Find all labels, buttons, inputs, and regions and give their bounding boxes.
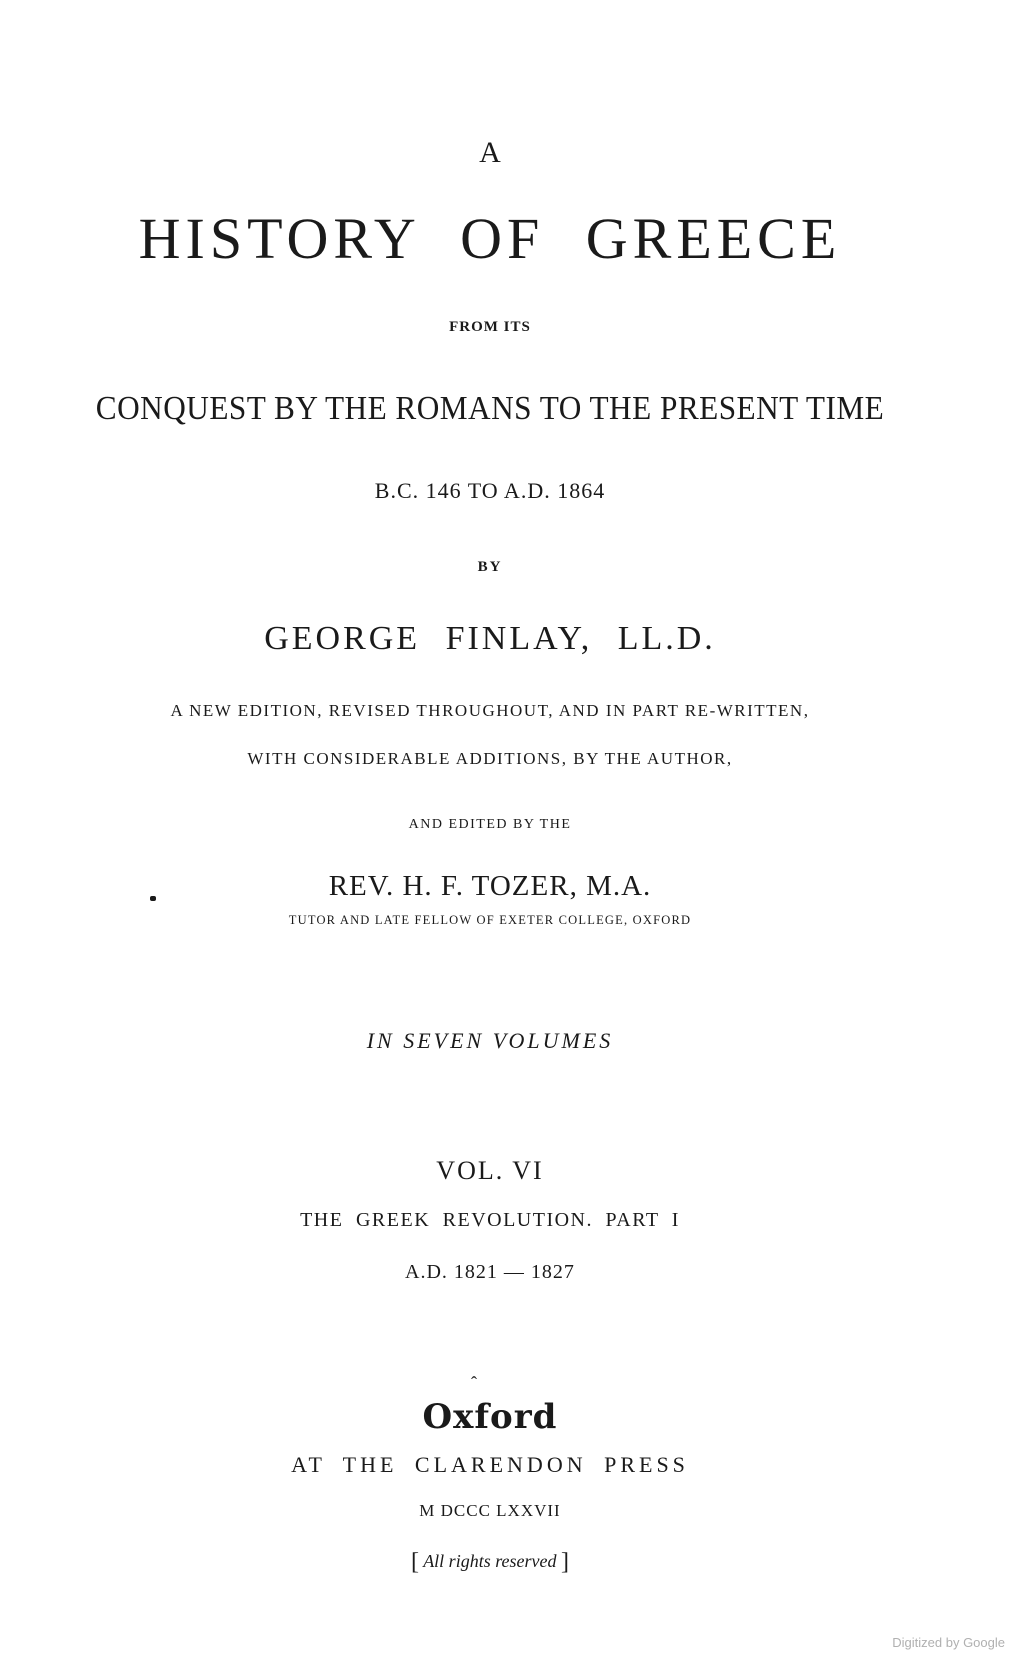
rights-bracket-close: ]: [561, 1549, 569, 1575]
rights-text: All rights reserved: [423, 1551, 557, 1571]
volume-part: THE GREEK REVOLUTION. PART I: [300, 1209, 680, 1231]
printer-mark: ˆ: [471, 1373, 477, 1393]
edition-line-3: AND EDITED BY THE: [408, 817, 572, 832]
volume-number: VOL. VI: [436, 1156, 544, 1185]
edition-line-1: A NEW EDITION, REVISED THROUGHOUT, AND IN PART RE-WRITTEN,: [170, 701, 810, 720]
edition-line-2: WITH CONSIDERABLE ADDITIONS, BY THE AUTHOR,: [247, 749, 733, 768]
date-range: B.C. 146 TO A.D. 1864: [374, 478, 606, 503]
book-title: HISTORY OF GREECE: [138, 206, 842, 271]
title-article: A: [479, 136, 501, 169]
ink-speck: [150, 896, 156, 901]
by-text: BY: [477, 559, 503, 575]
volumes-count: IN SEVEN VOLUMES: [366, 1028, 614, 1053]
publication-year: M DCCC LXXVII: [419, 1501, 561, 1520]
publication-place: Oxford: [422, 1397, 558, 1437]
from-its-text: FROM ITS: [449, 319, 531, 335]
editor-name: REV. H. F. TOZER, M.A.: [328, 870, 652, 902]
publisher: AT THE CLARENDON PRESS: [291, 1452, 689, 1477]
rights-bracket-open: [: [411, 1549, 419, 1575]
digitized-watermark: Digitized by Google: [892, 1635, 1005, 1650]
rights-notice: [0, 1550, 980, 1574]
author-name: GEORGE FINLAY, LL.D.: [264, 620, 716, 657]
book-subtitle: CONQUEST BY THE ROMANS TO THE PRESENT TIME: [95, 390, 885, 427]
part-dates: A.D. 1821 — 1827: [405, 1261, 575, 1283]
editor-title: TUTOR AND LATE FELLOW OF EXETER COLLEGE, OXFORD: [288, 913, 692, 927]
